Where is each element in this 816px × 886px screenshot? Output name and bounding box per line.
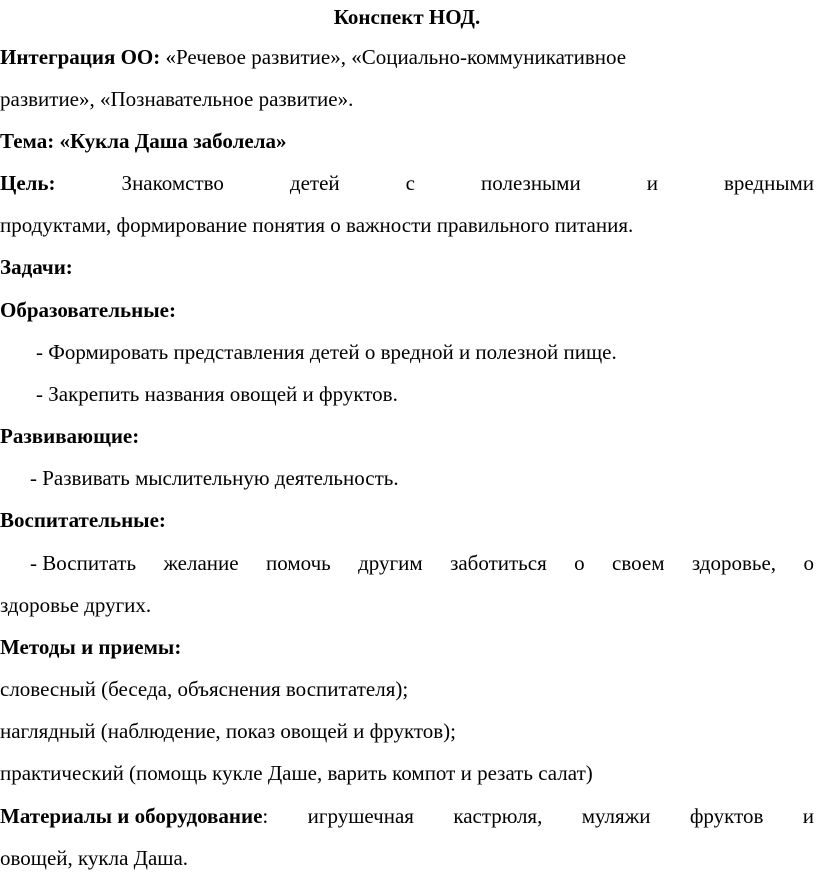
upbringing-word: заботиться [450, 551, 547, 575]
upbringing-heading: Воспитательные: [0, 508, 166, 532]
upbringing-line-2: здоровье других. [0, 593, 152, 617]
educational-heading: Образовательные: [0, 298, 176, 322]
upbringing-line-1 [0, 548, 814, 578]
goal-word: детей [289, 171, 340, 195]
upbringing-word: здоровье, [691, 551, 777, 575]
integration-line-2: развитие», «Познавательное развитие». [0, 87, 354, 111]
materials-label-group [0, 801, 268, 831]
integration-line-1 [0, 42, 814, 72]
goal-word: полезными [481, 171, 581, 195]
goal-word: и [646, 171, 658, 195]
topic-line [0, 126, 814, 156]
topic-value: «Кукла Даша заболела» [59, 129, 287, 153]
educational-item-1: - Формировать представления детей о вредной и полезной пище. [36, 340, 617, 364]
method-item-2: наглядный (наблюдение, показ овощей и фруктов); [0, 719, 457, 743]
tasks-heading: Задачи: [0, 255, 73, 279]
goal-word: Знакомство [121, 171, 224, 195]
materials-word: кастрюля, [453, 804, 543, 828]
upbringing-word: - Воспитать [30, 551, 137, 575]
goal-line-2: продуктами, формирование понятия о важности правильного питания. [0, 213, 634, 237]
method-item-1: словесный (беседа, объяснения воспитателя); [0, 677, 409, 701]
upbringing-word: о [574, 551, 585, 575]
upbringing-word: помочь [265, 551, 331, 575]
topic-label: Тема: [0, 129, 55, 153]
upbringing-word: о [803, 551, 814, 575]
document-title: Конспект НОД. [333, 5, 481, 29]
materials-label: Материалы и оборудование [0, 804, 263, 828]
materials-word: муляжи [581, 804, 651, 828]
materials-word: игрушечная [307, 804, 414, 828]
materials-line-2: овощей, кукла Даша. [0, 846, 189, 870]
materials-word: фруктов [689, 804, 764, 828]
materials-line-1 [0, 801, 814, 831]
goal-word: с [405, 171, 415, 195]
upbringing-word: своем [612, 551, 665, 575]
goal-word: вредными [723, 171, 814, 195]
educational-item-2: - Закрепить названия овощей и фруктов. [36, 382, 398, 406]
goal-label: Цель: [0, 171, 56, 195]
developing-item-1: - Развивать мыслительную деятельность. [30, 466, 399, 490]
goal-line-1 [0, 168, 814, 198]
integration-label: Интеграция ОО: [0, 45, 161, 69]
materials-word: и [802, 804, 814, 828]
upbringing-word: другим [358, 551, 423, 575]
integration-text-1: «Речевое развитие», «Социально-коммуникативное [165, 45, 627, 69]
method-item-3: практический (помощь кукле Даше, варить компот и резать салат) [0, 761, 593, 785]
upbringing-word: желание [163, 551, 239, 575]
developing-heading: Развивающие: [0, 424, 140, 448]
methods-heading: Методы и приемы: [0, 635, 182, 659]
materials-colon: : [262, 804, 269, 828]
